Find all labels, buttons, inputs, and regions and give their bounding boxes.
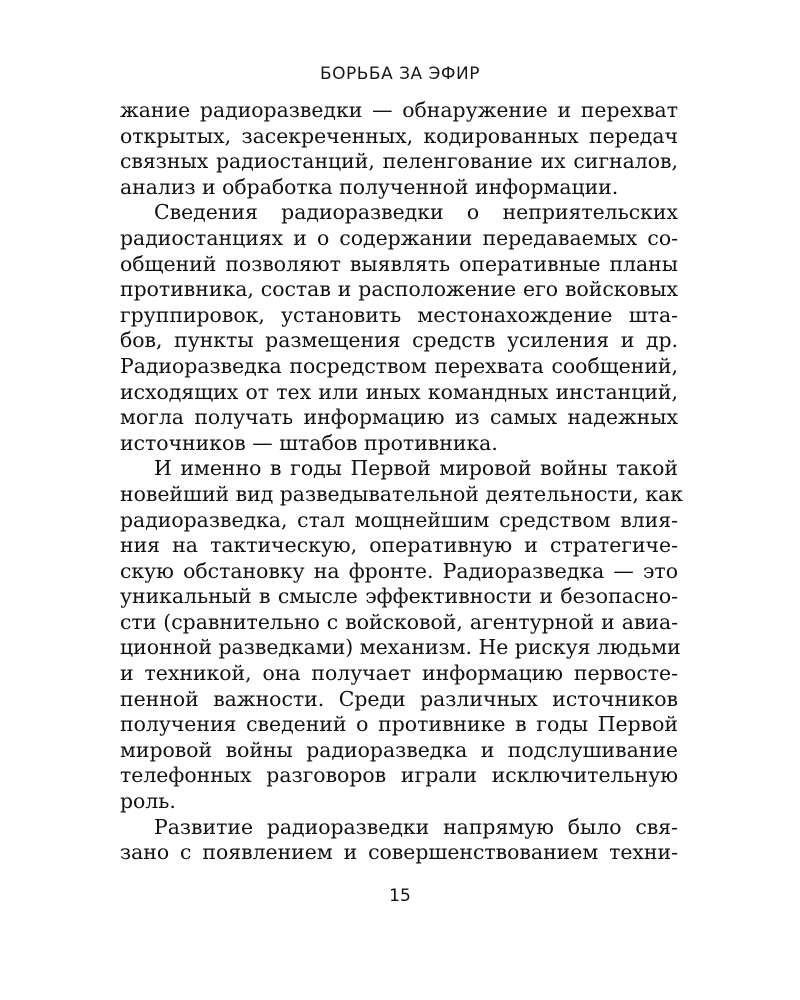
text-line: исходящих от тех или иных командных инстанций, (120, 379, 678, 404)
text-line: жание радиоразведки — обнаружение и перехват (120, 98, 678, 122)
text-line: открытых, засекреченных, кодированных передач (120, 123, 678, 148)
text-line: противника, состав и расположение его войсковых (120, 277, 678, 302)
running-head: БОРЬБА ЗА ЭФИР (319, 64, 481, 84)
text-line: Сведения радиоразведки о неприятельских (154, 200, 678, 225)
text-line: телефонных разговоров играли исключительную (120, 763, 678, 788)
text-line: бов, пункты размещения средств усиления и др. (120, 328, 678, 353)
text-line: сти (сравнительно с войсковой, агентурной и авиа- (120, 609, 678, 634)
text-line: И именно в годы Первой мировой войны такой (154, 456, 678, 481)
text-line: ционной разведками) механизм. Не рискуя людьми (120, 635, 681, 660)
text-line: получения сведений о противнике в годы Первой (120, 712, 678, 737)
text-line: группировок, установить местонахождение шта- (120, 302, 678, 327)
text-line: зано с появлением и совершенствованием техни- (120, 840, 678, 865)
text-line: пенной важности. Среди различных источников (120, 686, 678, 711)
text-line: связных радиостанций, пеленгование их сигналов, (120, 149, 678, 174)
text-line: общений позволяют выявлять оперативные планы (120, 251, 678, 276)
text-line: радиостанциях и о содержании передаваемых со- (120, 225, 678, 250)
text-line: новейший вид разведывательной деятельности, как (120, 481, 684, 506)
text-line: Радиоразведка посредством перехвата сообщений, (120, 353, 678, 378)
text-line: могла получать информацию из самых надежных (120, 405, 678, 430)
page-number: 15 (389, 886, 411, 906)
text-line: скую обстановку на фронте. Радиоразведка — это (120, 558, 678, 583)
text-line: и техникой, она получает информацию первосте- (120, 661, 678, 686)
text-line: анализ и обработка полученной информации. (120, 174, 619, 199)
body-text (120, 98, 684, 866)
text-line: мировой войны радиоразведка и подслушивание (120, 737, 678, 762)
text-line: ния на тактическую, оперативную и стратегиче- (120, 533, 678, 558)
text-line: источников — штабов противника. (120, 430, 498, 455)
text-line: роль. (120, 789, 176, 814)
text-line: уникальный в смысле эффективности и безопасно- (120, 584, 678, 609)
text-line: Развитие радиоразведки напрямую было свя- (154, 814, 678, 839)
text-line: радиоразведка, стал мощнейшим средством влия- (120, 507, 678, 532)
